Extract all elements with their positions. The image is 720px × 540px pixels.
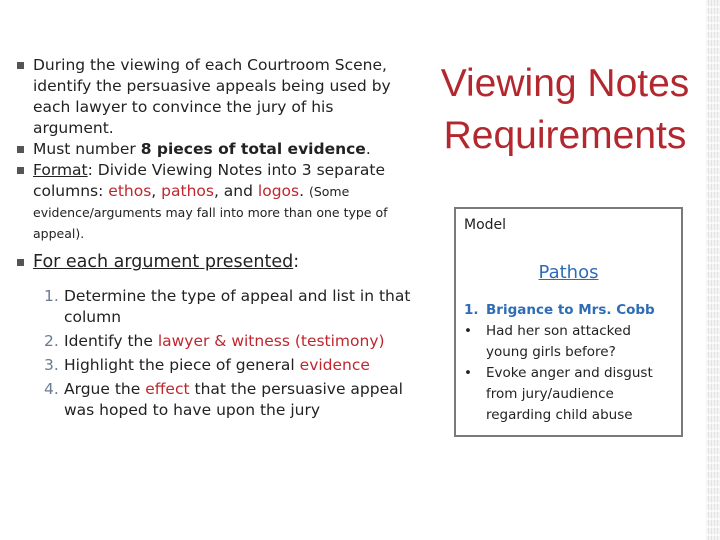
colon: :: [293, 252, 300, 272]
model-example-box: [454, 207, 683, 437]
model-entry-title: [464, 300, 673, 321]
appeal-logos: logos: [257, 182, 300, 200]
step-text-end: that the persuasive appeal was hoped to have upon the jury: [64, 380, 403, 419]
model-entry: [464, 363, 673, 426]
separator: , and: [213, 182, 258, 200]
step-text: Identify the: [64, 332, 158, 350]
square-bullet-icon: [17, 62, 24, 69]
step-item: [44, 331, 416, 352]
bullet-text-end: .: [365, 140, 371, 158]
slide-title: [420, 58, 710, 162]
step-emphasis: effect: [145, 380, 190, 398]
format-note: (Some evidence/arguments may fall into more than one type of appeal).: [33, 184, 388, 241]
bullet-format: [16, 160, 416, 244]
title-line-1: Viewing Notes: [440, 62, 690, 105]
entry-text: Evoke anger and disgust from jury/audience regarding child abuse: [486, 365, 653, 423]
bullet-viewing-instructions: [16, 55, 416, 139]
entry-text: Brigance to Mrs. Cobb: [486, 302, 655, 318]
step-number: 2.: [44, 332, 59, 350]
square-bullet-icon: [17, 259, 24, 266]
evidence-count-emphasis: 8 pieces of total evidence: [140, 140, 366, 158]
bullet-evidence-count: [16, 139, 416, 160]
square-bullet-icon: [17, 146, 24, 153]
step-item: [44, 379, 416, 421]
bullet-text: During the viewing of each Courtroom Scene, identify the persuasive appeals being used by each lawyer to convince the jury of his argument.: [33, 56, 391, 137]
entry-number: 1.: [464, 302, 479, 318]
step-number: 4.: [44, 380, 59, 398]
square-bullet-icon: [17, 167, 24, 174]
entry-text: Had her son attacked young girls before?: [486, 323, 631, 360]
title-line-2: Requirements: [443, 114, 687, 157]
format-label: Format: [33, 161, 88, 179]
step-item: [44, 286, 416, 328]
for-each-argument-label: For each argument presented: [33, 252, 294, 272]
step-number: 3.: [44, 356, 59, 374]
step-text: Highlight the piece of general: [64, 356, 300, 374]
bullet-for-each-argument: [16, 250, 416, 274]
steps-list: [44, 286, 416, 421]
model-column-heading: Pathos: [538, 262, 599, 283]
step-emphasis: lawyer & witness (testimony): [157, 332, 385, 350]
format-text-end: .: [299, 182, 309, 200]
bullet-dot-icon: •: [464, 323, 472, 339]
model-entries: [464, 300, 673, 426]
step-text: Argue the: [64, 380, 146, 398]
bullet-dot-icon: •: [464, 365, 472, 381]
appeal-ethos: ethos: [108, 182, 152, 200]
step-text: Determine the type of appeal and list in that column: [64, 287, 411, 326]
step-emphasis: evidence: [299, 356, 370, 374]
bullet-text: Must number: [33, 140, 141, 158]
separator: ,: [151, 182, 162, 200]
appeal-pathos: pathos: [161, 182, 214, 200]
format-text: : Divide Viewing Notes into 3 separate columns:: [33, 161, 386, 200]
step-item: [44, 355, 416, 376]
model-entry: [464, 321, 673, 363]
step-number: 1.: [44, 287, 59, 305]
model-label: Model: [464, 217, 507, 233]
instructions-column: [16, 55, 416, 424]
